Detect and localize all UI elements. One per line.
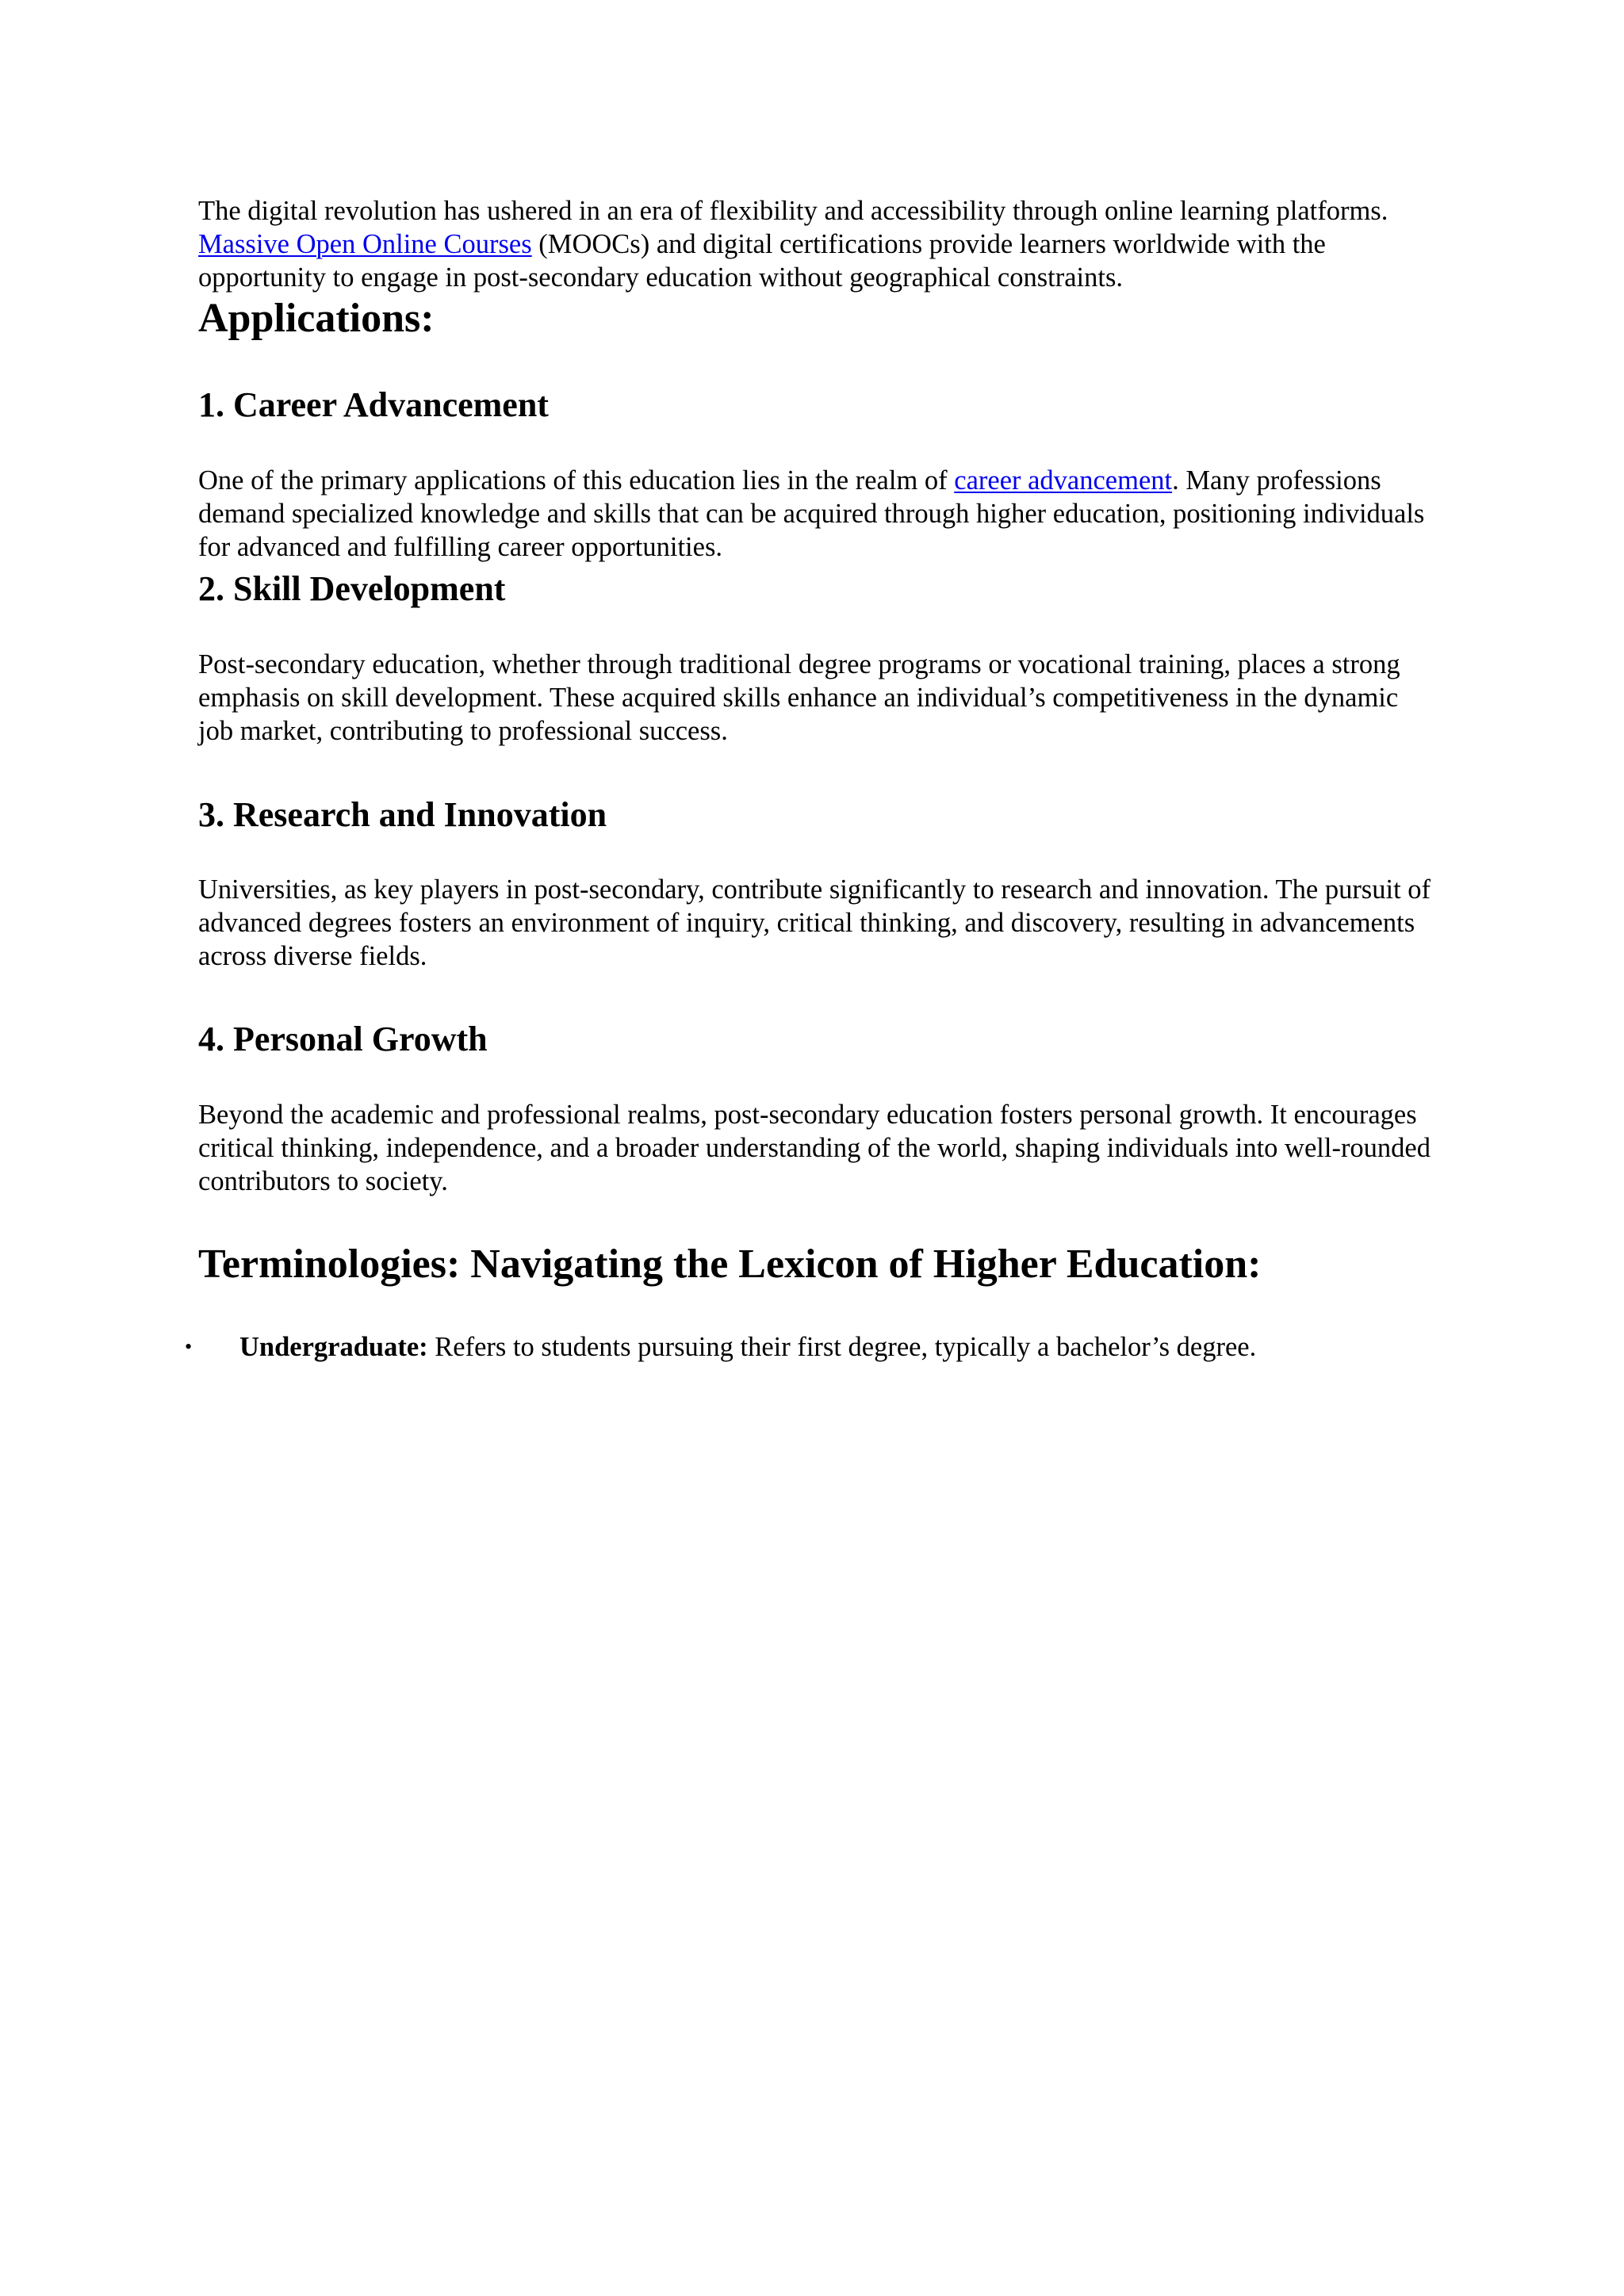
term-definition: Refers to students pursuing their first degree, typically a bachelor’s degree. [427, 1332, 1257, 1362]
intro-paragraph [198, 194, 1419, 294]
personal-growth-paragraph: Beyond the academic and professional realms, post-secondary education fosters personal growth. It encourages critical thinking, independence, and a broader understanding of the world, shaping individuals into well-rounded contributors to society. [198, 1100, 1431, 1196]
intro-text-before-link: The digital revolution has ushered in an era of flexibility and accessibility through online learning platforms. [198, 196, 1388, 226]
terminologies-heading: Terminologies: Navigating the Lexicon of Higher Education: [198, 1242, 1262, 1287]
term-name: Undergraduate: [239, 1332, 428, 1362]
research-innovation-paragraph: Universities, as key players in post-secondary, contribute significantly to research and innovation. The pursuit of advanced degrees fosters an environment of inquiry, critical thinking, and discovery, resulting in advancements across diverse fields. [198, 874, 1431, 971]
section-heading-skill-development: 2. Skill Development [198, 569, 506, 608]
section-heading-research-innovation: 3. Research and Innovation [198, 795, 607, 834]
terminology-list [185, 1330, 1435, 1364]
bullet-icon: • [185, 1335, 193, 1358]
intro-text-after-link: (MOOCs) and digital certifications provide learners worldwide with the opportunity to engage in post-secondary education without geographical constraints. [198, 229, 1326, 293]
applications-heading: Applications: [198, 296, 435, 341]
career-text-before-link: One of the primary applications of this education lies in the realm of [198, 465, 955, 496]
section-heading-career-advancement: 1. Career Advancement [198, 385, 549, 424]
career-advancement-paragraph [198, 464, 1435, 564]
section-heading-personal-growth: 4. Personal Growth [198, 1020, 488, 1058]
career-text-after-link: . Many professions demand specialized knowledge and skills that can be acquired through higher education, positioning individuals for advanced and fulfilling career opportunities. [198, 465, 1425, 562]
career-advancement-link[interactable]: career advancement [954, 465, 1173, 496]
skill-development-paragraph: Post-secondary education, whether through traditional degree programs or vocational training, places a strong emphasis on skill development. These acquired skills enhance an individual’s competitiveness in the dynamic job market, contributing to professional success. [198, 649, 1400, 746]
mooc-link[interactable]: Massive Open Online Courses [198, 229, 532, 259]
list-item [185, 1330, 1435, 1364]
